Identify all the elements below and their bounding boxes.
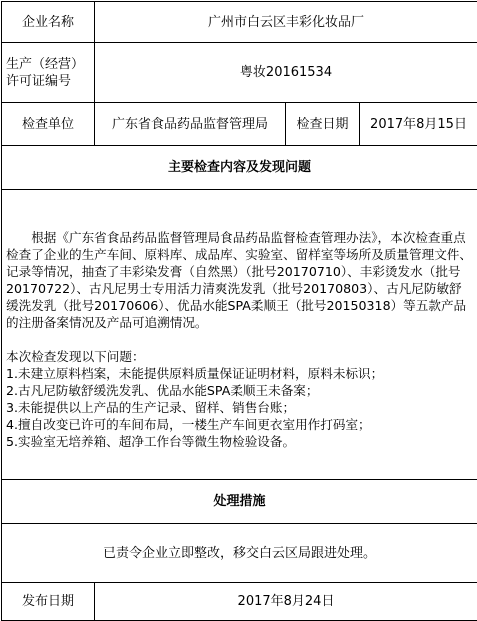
- inspection-unit-value: 广东省食品药品监督管理局: [95, 103, 286, 146]
- row-license: [2, 43, 477, 103]
- problem-item: 1.未建立原料档案，未能提供原料质量保证证明材料，原料未标识；: [6, 366, 384, 381]
- row-inspection: [2, 103, 477, 146]
- problem-item: 3.未能提供以上产品的生产记录、留样、销售台账；: [6, 400, 296, 415]
- publish-date-value: 2017年8月24日: [95, 583, 477, 621]
- row-publish-date: [2, 583, 477, 621]
- problem-item: 2.古凡尼防敏舒缓洗发乳、优品水能SPA柔顺王未备案；: [6, 383, 319, 398]
- enterprise-name-label: 企业名称: [2, 2, 95, 43]
- license-label-line1: 生产（经营）: [6, 56, 85, 72]
- license-label-line2: 许可证编号: [6, 73, 72, 89]
- enterprise-name-value: 广州市白云区丰彩化妆品厂: [95, 2, 477, 43]
- problem-item: 4.擅自改变已许可的车间布局，一楼生产车间更衣室用作打码室；: [6, 417, 371, 432]
- row-main-title: [2, 146, 477, 190]
- inspection-date-value: 2017年8月15日: [360, 103, 477, 146]
- row-enterprise-name: [2, 2, 477, 43]
- license-label: [2, 43, 95, 103]
- license-value: 粤妆20161534: [95, 43, 477, 103]
- problems-intro: 本次检查发现以下问题：: [6, 349, 145, 364]
- row-measures-title: [2, 480, 477, 524]
- measures-value: 已责令企业立即整改，移交白云区局跟进处理。: [2, 524, 477, 583]
- inspection-date-label: 检查日期: [286, 103, 360, 146]
- inspection-form-table: [1, 1, 477, 621]
- content-paragraph: 根据《广东省食品药品监督管理局食品药品监督检查管理办法》，本次检查重点检查了企业的生产车间、原料库、成品库、实验室、留样室等场所及质量管理文件、记录等情况，抽查了丰彩染发膏（自然黑）（批号20170710）、丰彩烫发水（批号20170722）、古凡尼男士专用活力清爽洗发乳（批号20170803）、古凡尼防敏舒缓洗发乳（批号20170606）、优品水能SPA柔顺王（批号20150318）等五款产品的注册备案情况及产品可追溯情况。: [6, 230, 472, 330]
- main-section-title: 主要检查内容及发现问题: [2, 146, 477, 190]
- row-measures-value: [2, 524, 477, 583]
- publish-date-label: 发布日期: [2, 583, 95, 621]
- content-cell: [2, 190, 477, 480]
- row-content: [2, 190, 477, 480]
- problem-item: 5.实验室无培养箱、超净工作台等微生物检验设备。: [6, 434, 296, 449]
- inspection-unit-label: 检查单位: [2, 103, 95, 146]
- measures-title: 处理措施: [2, 480, 477, 524]
